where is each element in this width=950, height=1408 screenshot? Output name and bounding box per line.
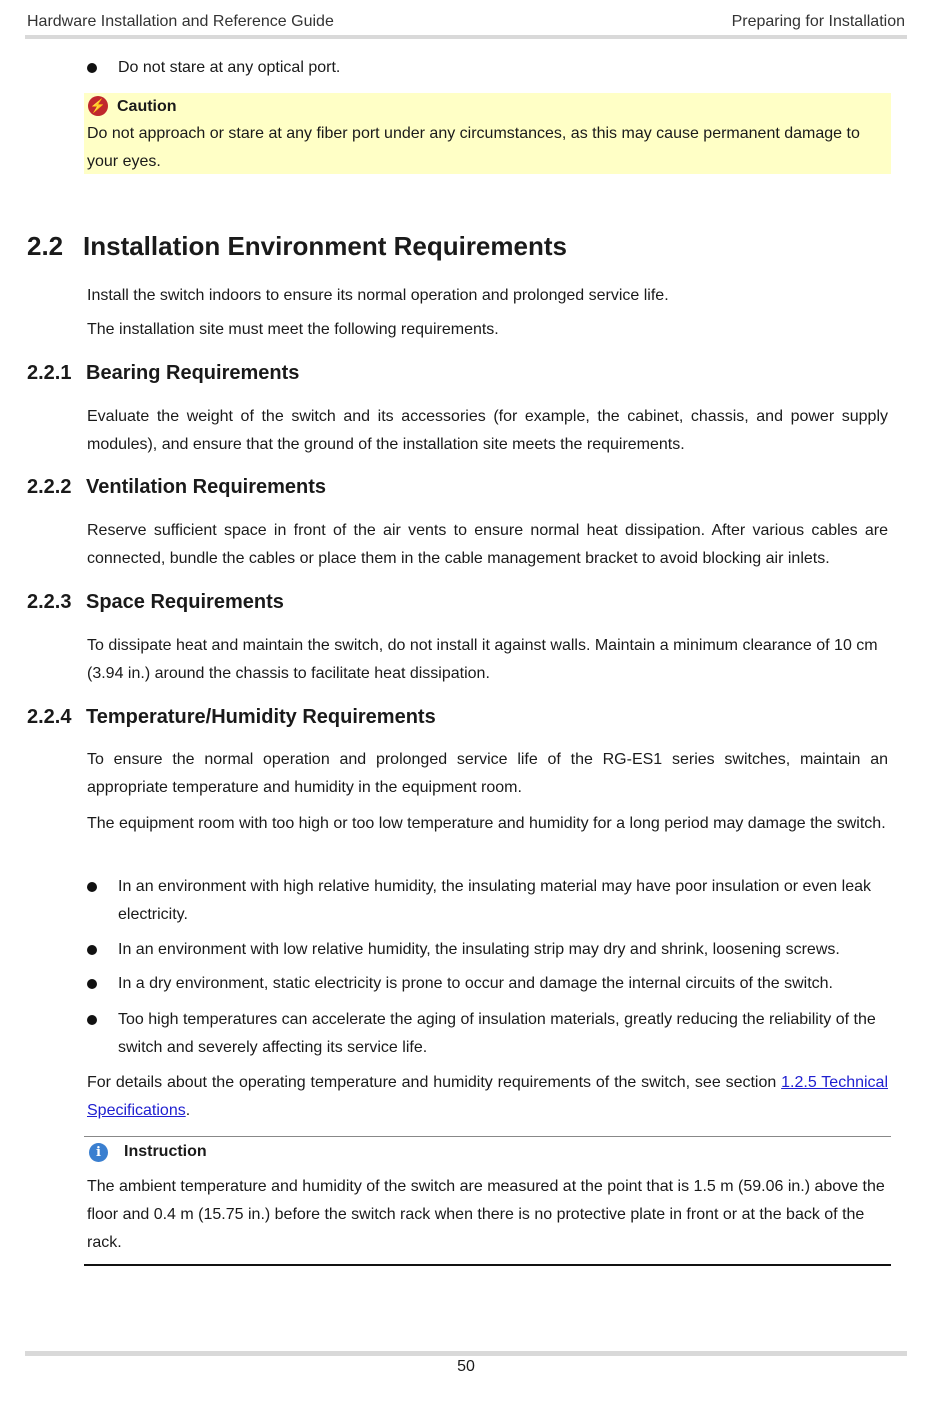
bullet-icon — [87, 63, 97, 73]
subsection-title: Bearing Requirements — [86, 362, 300, 384]
list-item — [87, 873, 897, 929]
subsection-number: 2.2.2 — [27, 476, 72, 498]
subsection-number: 2.2.1 — [27, 362, 72, 384]
header-doc-title: Hardware Installation and Reference Guide — [27, 13, 334, 30]
bullet-icon — [87, 979, 97, 989]
section-number: 2.2 — [27, 231, 64, 261]
bullet-icon — [87, 1015, 97, 1025]
list-item — [87, 54, 897, 82]
bearing-paragraph: Evaluate the weight of the switch and its accessories (for example, the cabinet, chassis, and power supply modules), and ensure that the ground of the installation site meets the requirements. — [87, 408, 888, 453]
subsection-number: 2.2.4 — [27, 706, 72, 728]
section-heading — [27, 228, 567, 264]
ventilation-paragraph: Reserve sufficient space in front of the air vents to ensure normal heat dissipation. After various cables are connected, bundle the cables or place them in the cable management bracket to avoid blocking air inlets. — [87, 522, 888, 567]
space-paragraph-line: To dissipate heat and maintain the switch, do not install it against walls. Maintain a minimum clearance of 10 cm — [87, 637, 878, 654]
caution-title: Caution — [117, 98, 177, 115]
details-suffix: . — [185, 1102, 191, 1119]
subsection-title: Space Requirements — [86, 591, 284, 613]
temperature-paragraph: To ensure the normal operation and prolonged service life of the RG-ES1 series switches, maintain an appropriate temperature and humidity in the equipment room. — [87, 751, 888, 796]
bullet-icon — [87, 945, 97, 955]
instruction-top-rule — [84, 1136, 891, 1137]
section-title: Installation Environment Requirements — [83, 231, 567, 261]
subsection-heading-temperature — [27, 703, 436, 731]
section-requirements-paragraph: The installation site must meet the following requirements. — [87, 321, 499, 338]
header-divider — [25, 35, 907, 39]
info-icon: i — [89, 1143, 108, 1162]
caution-text: Do not approach or stare at any fiber port under any circumstances, as this may cause permanent damage to your eyes. — [87, 125, 860, 170]
list-item-text: In an environment with low relative humidity, the insulating strip may dry and shrink, loosening screws. — [118, 941, 840, 958]
footer-divider — [25, 1351, 907, 1356]
bullet-icon — [87, 882, 97, 892]
instruction-text: The ambient temperature and humidity of the switch are measured at the point that is 1.5 m (59.06 in.) above the floor and 0.4 m (15.75 in.) before the switch rack when there is no protective plate in front or at the back of the rack. — [87, 1178, 885, 1251]
list-item — [87, 936, 897, 964]
section-intro-paragraph: Install the switch indoors to ensure its normal operation and prolonged service life. — [87, 287, 669, 304]
subsection-heading-space — [27, 588, 284, 616]
space-paragraph — [87, 632, 888, 688]
subsection-heading-ventilation — [27, 473, 326, 501]
page-header — [27, 13, 905, 35]
lightning-warning-icon: ⚡ — [88, 96, 108, 116]
space-paragraph-line: (3.94 in.) around the chassis to facilitate heat dissipation. — [87, 665, 490, 682]
list-item — [87, 1006, 897, 1062]
list-item-text: Too high temperatures can accelerate the aging of insulation materials, greatly reducing the reliability of the switch and severely affecting its service life. — [118, 1011, 876, 1056]
header-chapter-title: Preparing for Installation — [731, 13, 905, 30]
list-item — [87, 970, 897, 998]
subsection-title: Temperature/Humidity Requirements — [86, 706, 436, 728]
technical-specifications-link[interactable]: 1.2.5 Technical Specifications — [87, 1074, 888, 1119]
instruction-bottom-rule — [84, 1264, 891, 1266]
temperature-paragraph: The equipment room with too high or too low temperature and humidity for a long period may damage the switch. — [87, 815, 886, 832]
details-text: For details about the operating temperature and humidity requirements of the switch, see section — [87, 1074, 782, 1091]
subsection-number: 2.2.3 — [27, 591, 72, 613]
subsection-heading-bearing — [27, 359, 299, 387]
list-item-text: In a dry environment, static electricity is prone to occur and damage the internal circuits of the switch. — [118, 975, 833, 992]
subsection-title: Ventilation Requirements — [86, 476, 327, 498]
list-item-text: In an environment with high relative humidity, the insulating material may have poor insulation or even leak electricity. — [118, 878, 871, 923]
details-paragraph — [87, 1069, 888, 1125]
instruction-title: Instruction — [124, 1143, 207, 1160]
caution-box — [84, 93, 891, 174]
list-item-text: Do not stare at any optical port. — [118, 59, 341, 76]
page-number: 50 — [457, 1358, 475, 1375]
